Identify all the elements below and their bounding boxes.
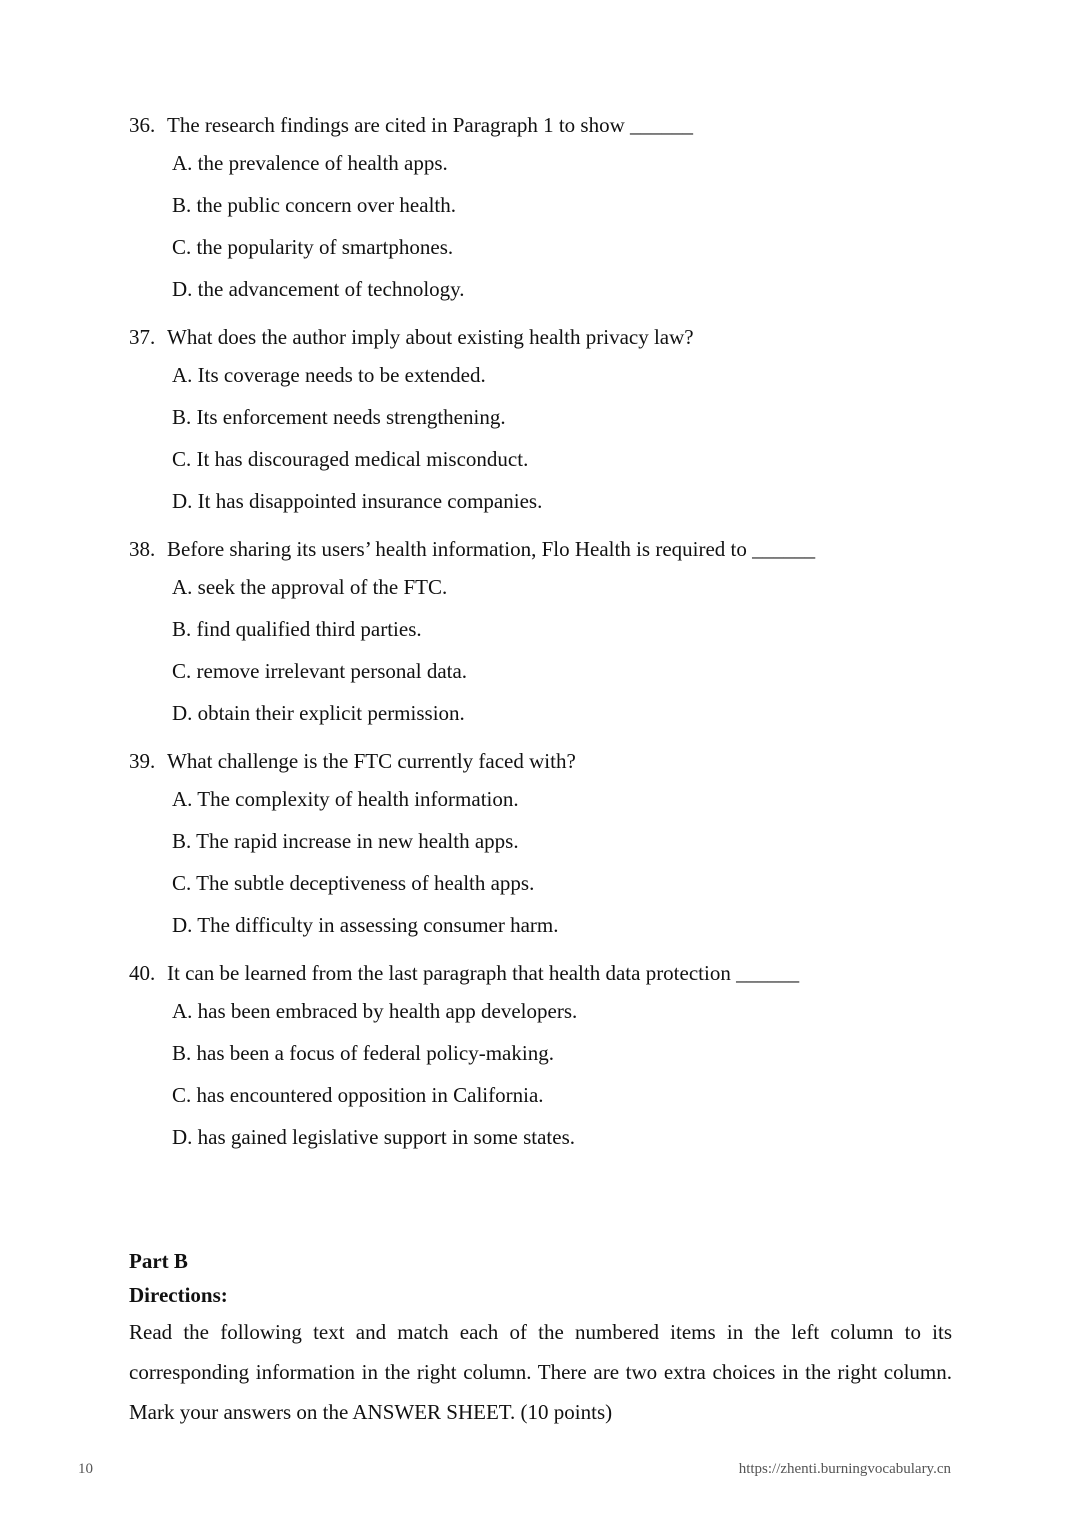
- question-text: What does the author imply about existing health privacy law?: [167, 325, 694, 349]
- question-36: [129, 108, 959, 310]
- question-37: [129, 320, 959, 522]
- question-stem: [129, 532, 959, 566]
- part-b-title: Part B: [129, 1249, 188, 1273]
- footer-url: https://zhenti.burningvocabulary.cn: [738, 1461, 951, 1477]
- question-number: 36.: [129, 113, 156, 137]
- question-number: 40.: [129, 961, 156, 985]
- option-d: D. the advancement of technology.: [172, 277, 465, 301]
- question-text: The research findings are cited in Paragraph 1 to show ______: [167, 113, 694, 137]
- option-a: A. Its coverage needs to be extended.: [172, 363, 486, 387]
- question-stem: [129, 956, 959, 990]
- option-c: C. has encountered opposition in California.: [172, 1083, 544, 1107]
- question-number: 38.: [129, 537, 156, 561]
- question-stem: [129, 108, 959, 142]
- question-39: [129, 744, 959, 946]
- directions-label: Directions:: [129, 1283, 228, 1307]
- option-b: B. the public concern over health.: [172, 193, 456, 217]
- option-a: A. has been embraced by health app developers.: [172, 999, 578, 1023]
- option-c: C. It has discouraged medical misconduct.: [172, 447, 529, 471]
- option-d: D. has gained legislative support in some states.: [172, 1125, 576, 1149]
- page-number: 10: [78, 1461, 93, 1477]
- question-list: [129, 108, 959, 1168]
- option-a: A. The complexity of health information.: [172, 787, 519, 811]
- question-text: Before sharing its users’ health information, Flo Health is required to ______: [167, 537, 816, 561]
- question-stem: [129, 320, 959, 354]
- option-d: D. The difficulty in assessing consumer harm.: [172, 913, 559, 937]
- option-c: C. The subtle deceptiveness of health apps.: [172, 871, 535, 895]
- option-c: C. remove irrelevant personal data.: [172, 659, 468, 683]
- part-b-section: [129, 1244, 952, 1432]
- option-b: B. The rapid increase in new health apps.: [172, 829, 519, 853]
- question-number: 39.: [129, 749, 156, 773]
- question-number: 37.: [129, 325, 156, 349]
- question-38: [129, 532, 959, 734]
- question-stem: [129, 744, 959, 778]
- option-d: D. It has disappointed insurance companies.: [172, 489, 543, 513]
- directions-text: Read the following text and match each of the numbered items in the left column to its corresponding information in the right column. There are two extra choices in the right column. Mark your answers on the ANSWER SHEET. (10 points): [129, 1320, 952, 1424]
- option-b: B. find qualified third parties.: [172, 617, 422, 641]
- question-text: It can be learned from the last paragraph that health data protection ______: [167, 961, 800, 985]
- option-b: B. Its enforcement needs strengthening.: [172, 405, 506, 429]
- option-a: A. the prevalence of health apps.: [172, 151, 448, 175]
- option-d: D. obtain their explicit permission.: [172, 701, 465, 725]
- option-a: A. seek the approval of the FTC.: [172, 575, 448, 599]
- question-40: [129, 956, 959, 1158]
- option-c: C. the popularity of smartphones.: [172, 235, 454, 259]
- question-text: What challenge is the FTC currently faced with?: [167, 749, 576, 773]
- option-b: B. has been a focus of federal policy-making.: [172, 1041, 554, 1065]
